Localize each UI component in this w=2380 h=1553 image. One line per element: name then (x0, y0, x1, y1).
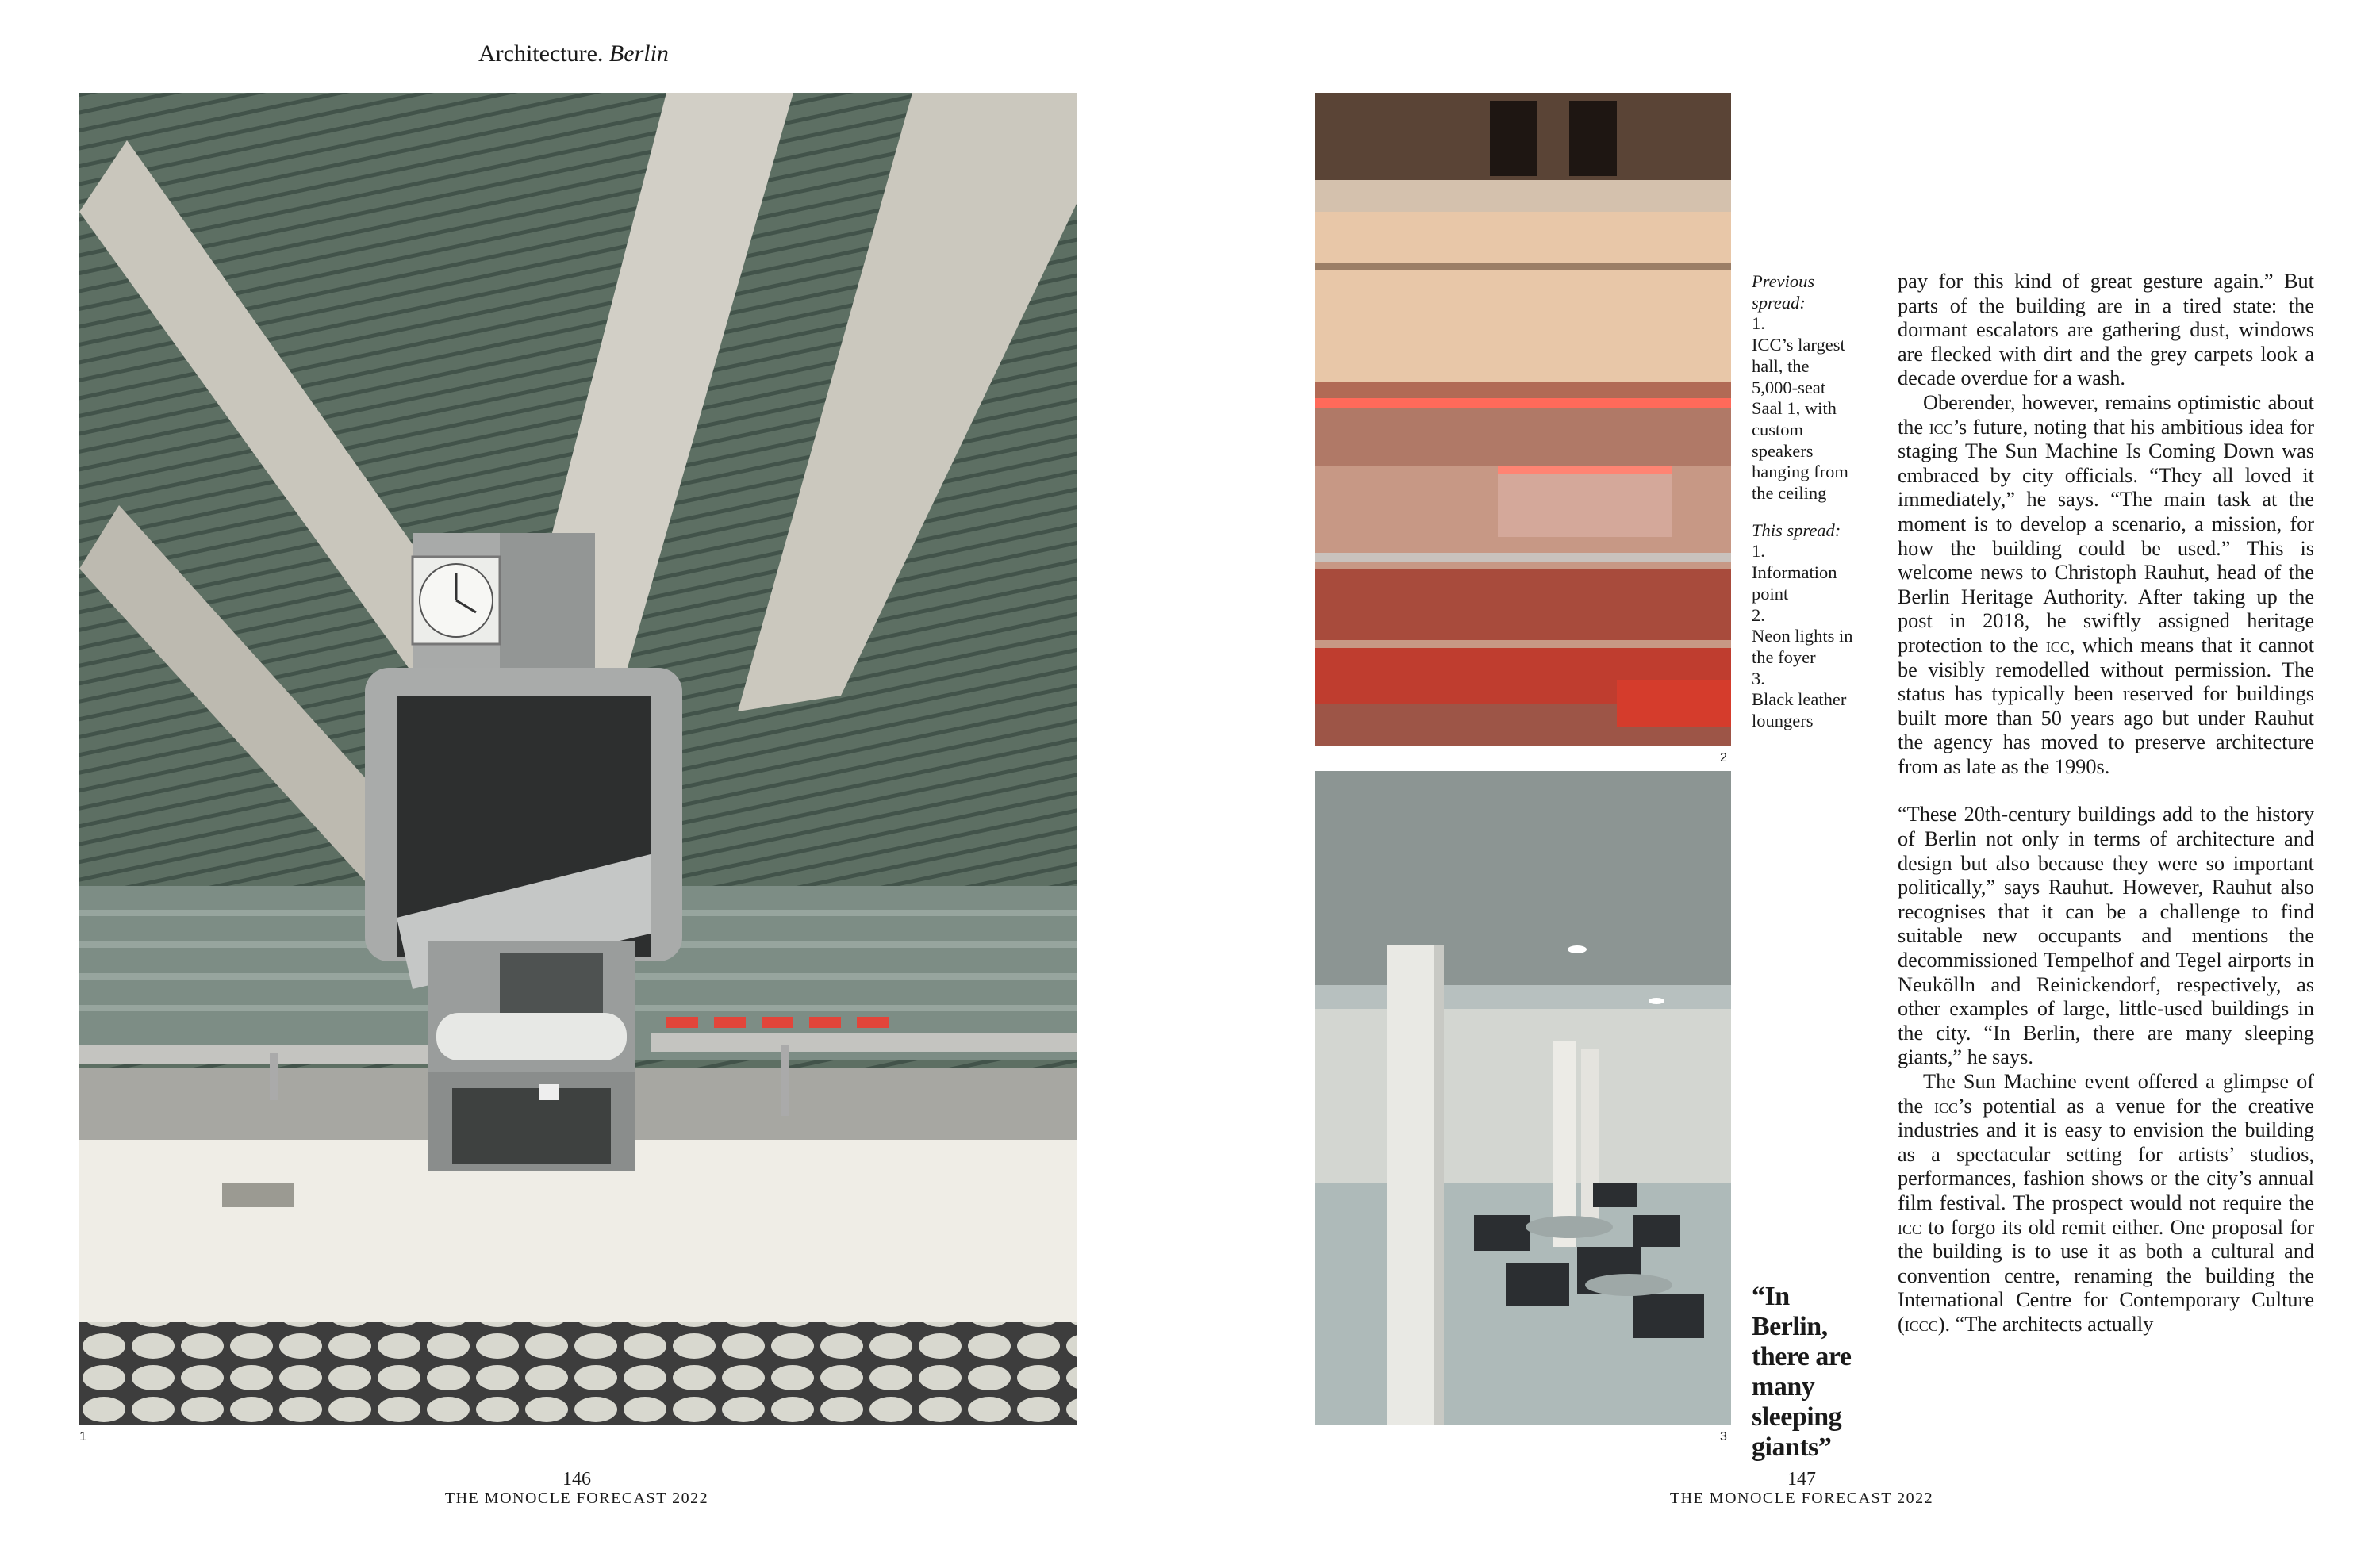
photo-number-1: 1 (79, 1430, 86, 1444)
section-label: Architecture. (478, 40, 604, 67)
photo-number-2: 2 (1720, 751, 1727, 765)
body-paragraph: “These 20th-century buildings add to the history of Berlin not only in terms of architecture and design but also because they were so important politically,” says Rauhut. However, Rauhut also recognises that it can be a challenge to find suitable new occupants and mentions the decommissioned Tempelhof and Tegel airports in Neukölln and Reinickendorf, respectively, as other examples of large, little-used buildings in the city. “In Berlin, there are many sleeping giants,” he says. (1898, 803, 2314, 1069)
body-paragraph: pay for this kind of great gesture again.” But parts of the building are in a tired state: the dormant escalators are gathering dust, windows are flecked with dirt and the grey carpets look a decade overdue for a wash. (1898, 270, 2314, 390)
section-city: Berlin (608, 40, 669, 67)
acronym: icc (1929, 415, 1953, 439)
caption-previous-1-num: 1. (1752, 313, 1765, 334)
article-body (1898, 270, 2314, 1337)
running-footer-left: THE MONOCLE FORECAST 2022 (444, 1490, 709, 1507)
section-header (478, 40, 669, 68)
photo-captions (1752, 271, 1855, 732)
body-paragraph: Oberender, however, remains optimistic about the icc’s future, noting that his ambitious idea for staging The Sun Machine Is Coming Down was embraced by city officials. “They all loved it immediately,” he says. “The main task at the moment is to develop a scenario, a mission, for how the building could be used.” This is welcome news to Christoph Rauhut, head of the Berlin Heritage Authority. After taking up the post in 2018, he swiftly assigned heritage protection to the icc, which means that it cannot be visibly remodelled without permission. The status has typically been reserved for buildings built more than 50 years ago but under Rauhut the agency has moved to preserve architecture from as late as the 1990s. (1898, 390, 2315, 778)
pull-quote-line: “In Berlin, (1752, 1282, 1828, 1341)
caption-this-2-num: 2. (1752, 604, 1765, 625)
acronym: icc (2045, 633, 2070, 657)
pull-quote-line: there are (1752, 1342, 1852, 1371)
body-paragraph: The Sun Machine event offered a glimpse of the icc’s potential as a venue for the creative industries and it is easy to envision the building as a spectacular setting for artists’ studios, performances, fashion shows or the city’s annual film festival. The prospect would not require the icc to forgo its old remit either. One proposal for the building is to use it as both a cultural and convention centre, renaming the building the International Centre for Contemporary Culture (iccc). “The architects actually (1898, 1070, 2314, 1336)
acronym: icc (1898, 1215, 1922, 1239)
photo-loungers (1315, 771, 1731, 1425)
photo-number-3: 3 (1720, 1430, 1727, 1444)
caption-this-3-num: 3. (1752, 668, 1765, 688)
caption-previous-1-text: ICC’s largest hall, the 5,000-seat Saal 1, with custom speakers hanging from the ceiling (1752, 335, 1848, 504)
caption-this-1-text: Information point (1752, 562, 1837, 604)
photo-neon-foyer (1315, 93, 1731, 746)
caption-this-2-text: Neon lights in the foyer (1752, 626, 1853, 667)
caption-this-3-text: Black leather loungers (1752, 689, 1847, 731)
running-footer-right: THE MONOCLE FORECAST 2022 (1669, 1490, 1934, 1507)
caption-previous-label: Previous spread: (1752, 271, 1815, 313)
caption-this-1-num: 1. (1752, 541, 1765, 562)
pull-quote-line: many (1752, 1372, 1815, 1402)
photo-information-point (79, 93, 1077, 1425)
page-number-right: 147 (1787, 1469, 1816, 1490)
acronym: icc (1934, 1094, 1959, 1118)
caption-this-label: This spread: (1752, 520, 1841, 540)
pull-quote (1752, 1282, 1871, 1463)
pull-quote-line: giants” (1752, 1432, 1832, 1462)
pull-quote-line: sleeping (1752, 1402, 1842, 1432)
page-number-left: 146 (562, 1469, 591, 1490)
acronym: iccc (1904, 1312, 1938, 1336)
